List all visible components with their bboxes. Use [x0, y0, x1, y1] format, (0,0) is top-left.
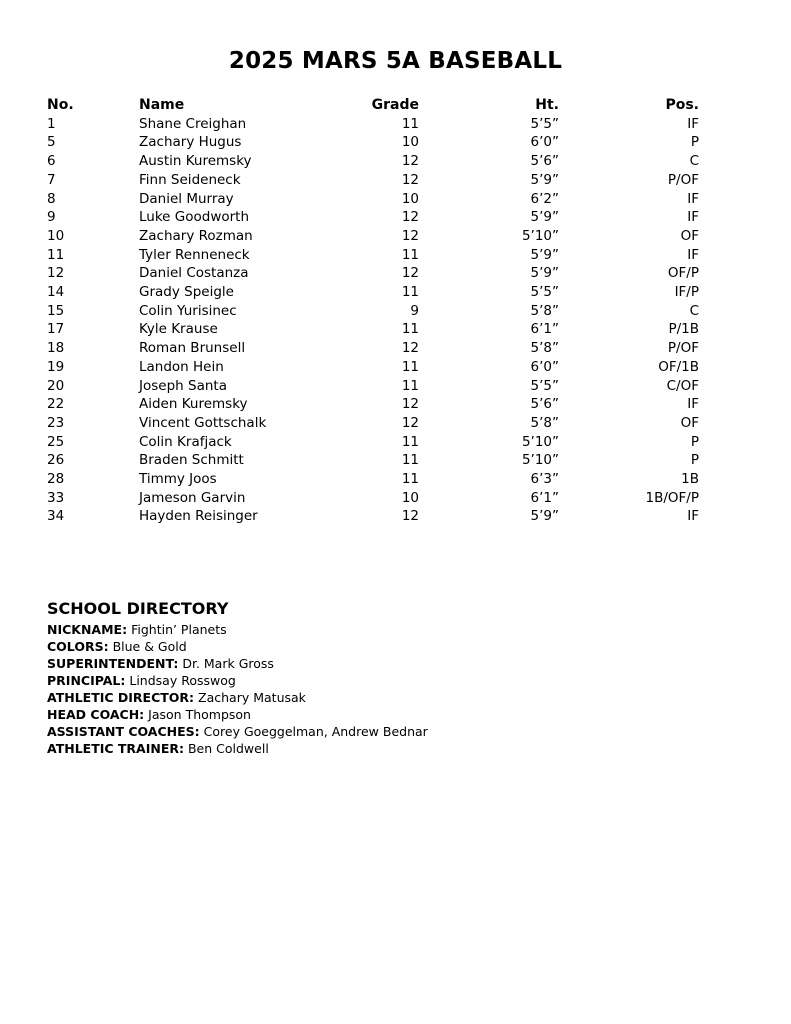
table-row	[47, 190, 699, 209]
player-position: IF	[687, 396, 699, 413]
player-name: Roman Brunsell	[139, 340, 246, 357]
table-row	[47, 171, 699, 190]
player-name: Vincent Gottschalk	[139, 414, 267, 431]
header-no: No.	[47, 97, 74, 113]
player-position: P/OF	[667, 171, 699, 188]
player-height: 6’2”	[530, 190, 559, 207]
roster-table	[47, 96, 699, 526]
player-number: 19	[47, 358, 65, 375]
player-grade: 11	[401, 433, 419, 450]
directory-line	[47, 689, 647, 706]
player-height: 5’9”	[530, 265, 559, 282]
player-position: C/OF	[666, 377, 699, 394]
player-number: 33	[47, 489, 65, 506]
player-name: Kyle Krause	[139, 321, 218, 338]
player-height: 5’9”	[530, 508, 559, 525]
player-position: OF	[680, 414, 699, 431]
player-name: Aiden Kuremsky	[139, 396, 248, 413]
player-name: Luke Goodworth	[139, 209, 250, 226]
player-grade: 12	[401, 508, 419, 525]
player-name: Joseph Santa	[139, 377, 227, 394]
table-row	[47, 208, 699, 227]
player-height: 6’1”	[530, 489, 559, 506]
player-grade: 12	[401, 153, 419, 170]
directory-line	[47, 706, 647, 723]
player-position: IF	[687, 115, 699, 132]
player-height: 5’9”	[530, 246, 559, 263]
player-number: 8	[47, 190, 56, 207]
table-row	[47, 246, 699, 265]
player-name: Zachary Rozman	[139, 227, 253, 244]
player-position: IF	[687, 508, 699, 525]
player-position: IF	[687, 190, 699, 207]
directory-label: SUPERINTENDENT:	[47, 656, 179, 671]
directory-value: Blue & Gold	[112, 639, 187, 654]
player-position: 1B	[681, 471, 699, 488]
player-height: 6’3”	[530, 471, 559, 488]
directory-label: COLORS:	[47, 639, 109, 654]
player-height: 5’6”	[530, 396, 559, 413]
directory-label: PRINCIPAL:	[47, 673, 126, 688]
directory-value: Corey Goeggelman, Andrew Bednar	[203, 724, 428, 739]
player-name: Timmy Joos	[139, 471, 217, 488]
player-number: 9	[47, 209, 56, 226]
player-height: 5’10”	[521, 227, 559, 244]
table-row	[47, 133, 699, 152]
directory-label: NICKNAME:	[47, 622, 128, 637]
player-height: 5’6”	[530, 153, 559, 170]
player-height: 5’5”	[530, 115, 559, 132]
directory-value: Jason Thompson	[148, 707, 251, 722]
directory-value: Lindsay Rosswog	[129, 673, 236, 688]
player-number: 7	[47, 171, 56, 188]
player-name: Daniel Costanza	[139, 265, 249, 282]
player-grade: 12	[401, 209, 419, 226]
player-grade: 11	[401, 284, 419, 301]
player-position: IF	[687, 209, 699, 226]
player-position: C	[689, 153, 699, 170]
player-height: 5’5”	[530, 284, 559, 301]
directory-heading: SCHOOL DIRECTORY	[47, 599, 229, 618]
player-position: IF	[687, 246, 699, 263]
table-row	[47, 283, 699, 302]
player-number: 10	[47, 227, 65, 244]
player-grade: 10	[401, 489, 419, 506]
player-height: 5’8”	[530, 340, 559, 357]
player-position: P	[690, 452, 699, 469]
player-number: 11	[47, 246, 65, 263]
directory-line	[47, 655, 647, 672]
player-name: Grady Speigle	[139, 284, 234, 301]
player-name: Tyler Renneneck	[139, 246, 250, 263]
player-position: OF/P	[667, 265, 699, 282]
player-name: Colin Krafjack	[139, 433, 232, 450]
player-number: 26	[47, 452, 65, 469]
directory-entries	[47, 621, 647, 757]
player-grade: 11	[401, 115, 419, 132]
header-grade: Grade	[371, 97, 419, 113]
header-position: Pos.	[665, 97, 699, 113]
table-row	[47, 115, 699, 134]
player-height: 5’9”	[530, 171, 559, 188]
header-height: Ht.	[535, 97, 559, 113]
player-grade: 11	[401, 452, 419, 469]
table-row	[47, 320, 699, 339]
player-number: 22	[47, 396, 65, 413]
player-position: OF	[680, 227, 699, 244]
player-number: 23	[47, 414, 65, 431]
player-height: 6’0”	[530, 134, 559, 151]
player-position: P	[690, 134, 699, 151]
directory-line	[47, 672, 647, 689]
table-row	[47, 227, 699, 246]
header-name: Name	[139, 97, 185, 113]
player-position: P	[690, 433, 699, 450]
player-name: Colin Yurisinec	[139, 302, 237, 319]
roster-header-row	[47, 96, 699, 115]
player-height: 6’0”	[530, 358, 559, 375]
player-name: Jameson Garvin	[139, 489, 246, 506]
player-number: 18	[47, 340, 65, 357]
directory-value: Dr. Mark Gross	[182, 656, 274, 671]
table-row	[47, 264, 699, 283]
directory-value: Ben Coldwell	[187, 741, 269, 756]
player-name: Braden Schmitt	[139, 452, 244, 469]
table-row	[47, 152, 699, 171]
player-height: 5’8”	[530, 414, 559, 431]
player-number: 20	[47, 377, 65, 394]
directory-line	[47, 638, 647, 655]
player-grade: 12	[401, 227, 419, 244]
player-grade: 11	[401, 246, 419, 263]
player-height: 5’8”	[530, 302, 559, 319]
table-row	[47, 302, 699, 321]
player-grade: 12	[401, 396, 419, 413]
player-number: 5	[47, 134, 56, 151]
directory-line	[47, 621, 647, 638]
player-number: 34	[47, 508, 65, 525]
player-name: Finn Seideneck	[139, 171, 241, 188]
directory-value: Fightin’ Planets	[131, 622, 227, 637]
player-grade: 12	[401, 265, 419, 282]
school-directory	[47, 599, 647, 757]
player-number: 12	[47, 265, 65, 282]
player-grade: 10	[401, 190, 419, 207]
directory-value: Zachary Matusak	[198, 690, 306, 705]
player-grade: 12	[401, 414, 419, 431]
table-row	[47, 339, 699, 358]
directory-label: ASSISTANT COACHES:	[47, 724, 200, 739]
table-row	[47, 358, 699, 377]
player-name: Shane Creighan	[139, 115, 247, 132]
page-title: 2025 MARS 5A BASEBALL	[228, 48, 563, 74]
player-position: P/1B	[668, 321, 699, 338]
player-position: IF/P	[674, 284, 699, 301]
table-row	[47, 470, 699, 489]
player-number: 14	[47, 284, 65, 301]
player-number: 6	[47, 153, 56, 170]
table-row	[47, 414, 699, 433]
directory-label: HEAD COACH:	[47, 707, 145, 722]
player-height: 5’5”	[530, 377, 559, 394]
directory-line	[47, 723, 647, 740]
player-name: Austin Kuremsky	[139, 153, 252, 170]
directory-line	[47, 740, 647, 757]
player-name: Landon Hein	[139, 358, 224, 375]
directory-label: ATHLETIC TRAINER:	[47, 741, 184, 756]
player-height: 5’9”	[530, 209, 559, 226]
player-grade: 10	[401, 134, 419, 151]
table-row	[47, 395, 699, 414]
player-position: C	[689, 302, 699, 319]
table-row	[47, 507, 699, 526]
player-grade: 12	[401, 340, 419, 357]
player-grade: 12	[401, 171, 419, 188]
player-name: Hayden Reisinger	[139, 508, 258, 525]
player-number: 28	[47, 471, 65, 488]
player-number: 25	[47, 433, 65, 450]
player-number: 15	[47, 302, 65, 319]
table-row	[47, 489, 699, 508]
player-name: Daniel Murray	[139, 190, 234, 207]
table-row	[47, 433, 699, 452]
player-grade: 11	[401, 321, 419, 338]
roster-body	[47, 115, 699, 526]
player-position: OF/1B	[658, 358, 699, 375]
player-height: 6’1”	[530, 321, 559, 338]
player-grade: 11	[401, 358, 419, 375]
player-height: 5’10”	[521, 452, 559, 469]
table-row	[47, 377, 699, 396]
table-row	[47, 451, 699, 470]
player-name: Zachary Hugus	[139, 134, 242, 151]
player-number: 17	[47, 321, 65, 338]
player-position: P/OF	[667, 340, 699, 357]
player-grade: 9	[410, 302, 419, 319]
player-number: 1	[47, 115, 56, 132]
player-position: 1B/OF/P	[645, 489, 699, 506]
player-grade: 11	[401, 377, 419, 394]
player-grade: 11	[401, 471, 419, 488]
player-height: 5’10”	[521, 433, 559, 450]
directory-label: ATHLETIC DIRECTOR:	[47, 690, 195, 705]
